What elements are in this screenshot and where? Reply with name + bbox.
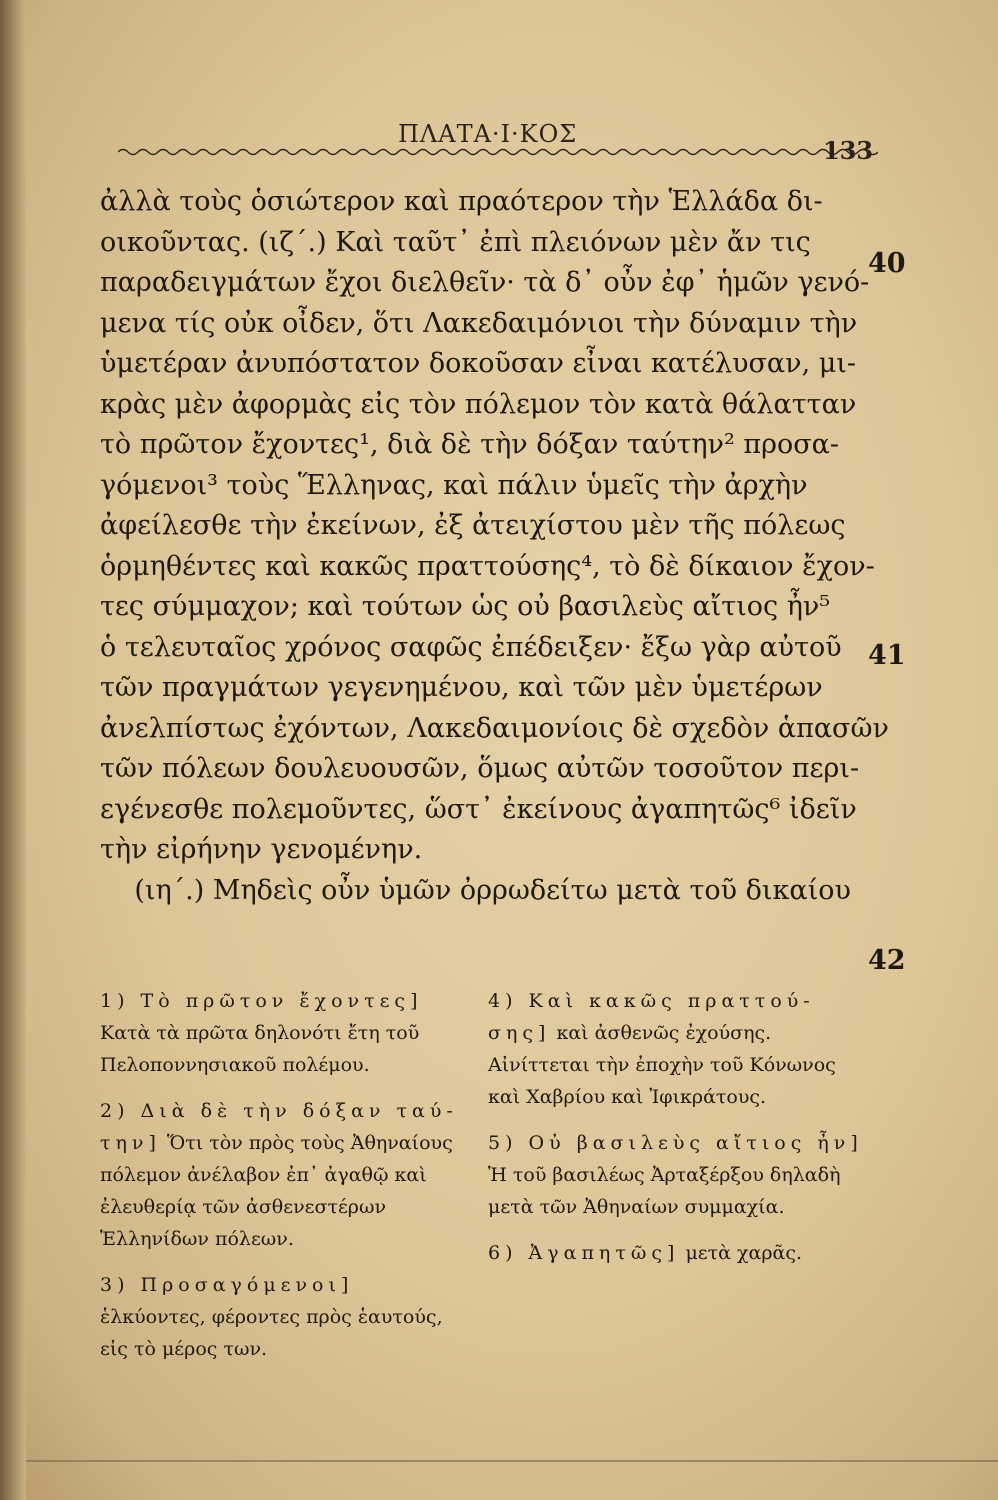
- main-text: [100, 182, 890, 911]
- footnote-text: μετὰ χαρᾶς.: [685, 1242, 803, 1264]
- margin-section-number: 42: [868, 945, 906, 976]
- text-line: τὴν εἰρήνην γενομένην.: [100, 834, 423, 865]
- text-line: ἀνελπίστως ἐχόντων, Λακεδαιμονίοις δὲ σχεδὸν ἁπασῶν: [100, 712, 889, 744]
- footnote-text: καὶ ἀσθενῶς ἐχούσης. Αἰνίττεται τὴν ἐποχὴν τοῦ Κόνωνος καὶ Χαβρίου καὶ Ἰφικράτους.: [488, 1022, 836, 1108]
- text-line: τὸ πρῶτον ἔχοντες¹, διὰ δὲ τὴν δόξαν ταύτην² προσα-: [100, 429, 840, 460]
- text-line: ὁ τελευταῖος χρόνος σαφῶς ἐπέδειξεν· ἔξω γὰρ αὐτοῦ: [100, 631, 842, 663]
- footnote: [100, 1095, 460, 1255]
- footnote: [100, 985, 460, 1081]
- footnotes-right-column: [488, 985, 863, 1283]
- text-line: τες σύμμαχον; καὶ τούτων ὡς οὐ βασιλεὺς αἴτιος ἦν⁵: [100, 591, 831, 622]
- footnote: [488, 1127, 863, 1223]
- text-line: ἀφείλεσθε τὴν ἐκείνων, ἐξ ἀτειχίστου μὲν τῆς πόλεως: [100, 510, 846, 541]
- footnote-text: Ἡ τοῦ βασιλέως Ἀρταξέρξου δηλαδὴ μετὰ τῶν Ἀθηναίων συμμαχία.: [488, 1164, 841, 1218]
- text-line: οικοῦντας. (ιζ΄.) Καὶ ταῦτ᾽ ἐπὶ πλειόνων μὲν ἄν τις: [100, 226, 811, 258]
- text-line: ὑμετέραν ἀνυπόστατον δοκοῦσαν εἶναι κατέλυσαν, μι-: [100, 348, 856, 379]
- page-header: [118, 110, 878, 170]
- wavy-rule: [118, 146, 878, 158]
- text-line: παραδειγμάτων ἔχοι διελθεῖν· τὰ δ᾽ οὖν ἐφ᾽ ἡμῶν γενό-: [100, 267, 870, 298]
- footnote-text: Κατὰ τὰ πρῶτα δηλονότι ἔτη τοῦ Πελοποννησιακοῦ πολέμου.: [100, 1022, 420, 1076]
- footnote-lemma: 6) Ἀγαπητῶς]: [488, 1242, 680, 1264]
- footnote-text: Ὅτι τὸν πρὸς τοὺς Ἀθηναίους πόλεμον ἀνέλαβον ἐπ᾽ ἀγαθῷ καὶ ἐλευθερίᾳ τῶν ἀσθενεστέρων Ἑλληνίδων πόλεων.: [100, 1132, 453, 1250]
- footnote: [488, 985, 863, 1113]
- footnote: [488, 1237, 863, 1269]
- text-line: ὁρμηθέντες καὶ κακῶς πραττούσης⁴, τὸ δὲ δίκαιον ἔχον-: [100, 550, 875, 582]
- text-line: μενα τίς οὐκ οἶδεν, ὅτι Λακεδαιμόνιοι τὴν δύναμιν τὴν: [100, 307, 858, 339]
- text-line: τῶν πόλεων δουλευουσῶν, ὅμως αὐτῶν τοσοῦτον περι-: [100, 753, 860, 784]
- text-line: κρὰς μὲν ἀφορμὰς εἰς τὸν πόλεμον τὸν κατὰ θάλατταν: [100, 388, 857, 420]
- footnote-lemma: 1) Τὸ πρῶτον ἔχοντες]: [100, 990, 423, 1012]
- margin-section-number: 40: [868, 248, 906, 279]
- text-line: εγένεσθε πολεμοῦντες, ὥστ᾽ ἐκείνους ἀγαπητῶς⁶ ἰδεῖν: [100, 793, 857, 825]
- footnote-lemma: 5) Οὐ βασιλεὺς αἴτιος ἦν]: [488, 1132, 863, 1154]
- footnote-lemma: 4) Καὶ κακῶς πραττού-σης]: [488, 990, 815, 1044]
- footnotes-left-column: [100, 985, 460, 1379]
- text-line: ἀλλὰ τοὺς ὁσιώτερον καὶ πραότερον τὴν Ἑλλάδα δι-: [100, 186, 823, 217]
- page-bottom-edge: [26, 1460, 998, 1462]
- running-head: ΠΛΑΤΑ·Ι·ΚΟΣ: [398, 120, 578, 148]
- page-gutter: [0, 0, 26, 1500]
- footnote: [100, 1269, 460, 1365]
- footnote-lemma: 3) Προσαγόμενοι]: [100, 1274, 354, 1296]
- text-line: γόμενοι³ τοὺς Ἕλληνας, καὶ πάλιν ὑμεῖς τὴν ἀρχὴν: [100, 469, 808, 501]
- text-line: τῶν πραγμάτων γεγενημένου, καὶ τῶν μὲν ὑμετέρων: [100, 672, 823, 703]
- page-number: 133: [823, 136, 874, 165]
- text-line: (ιη΄.) Μηδεὶς οὖν ὑμῶν ὀρρωδείτω μετὰ τοῦ δικαίου: [100, 874, 851, 906]
- margin-section-number: 41: [868, 640, 906, 671]
- footnote-text: ἑλκύοντες, φέροντες πρὸς ἑαυτούς, εἰς τὸ μέρος των.: [100, 1306, 443, 1360]
- footnote-lemma: 2) Διὰ δὲ τὴν δόξαν ταύ-την]: [100, 1100, 458, 1154]
